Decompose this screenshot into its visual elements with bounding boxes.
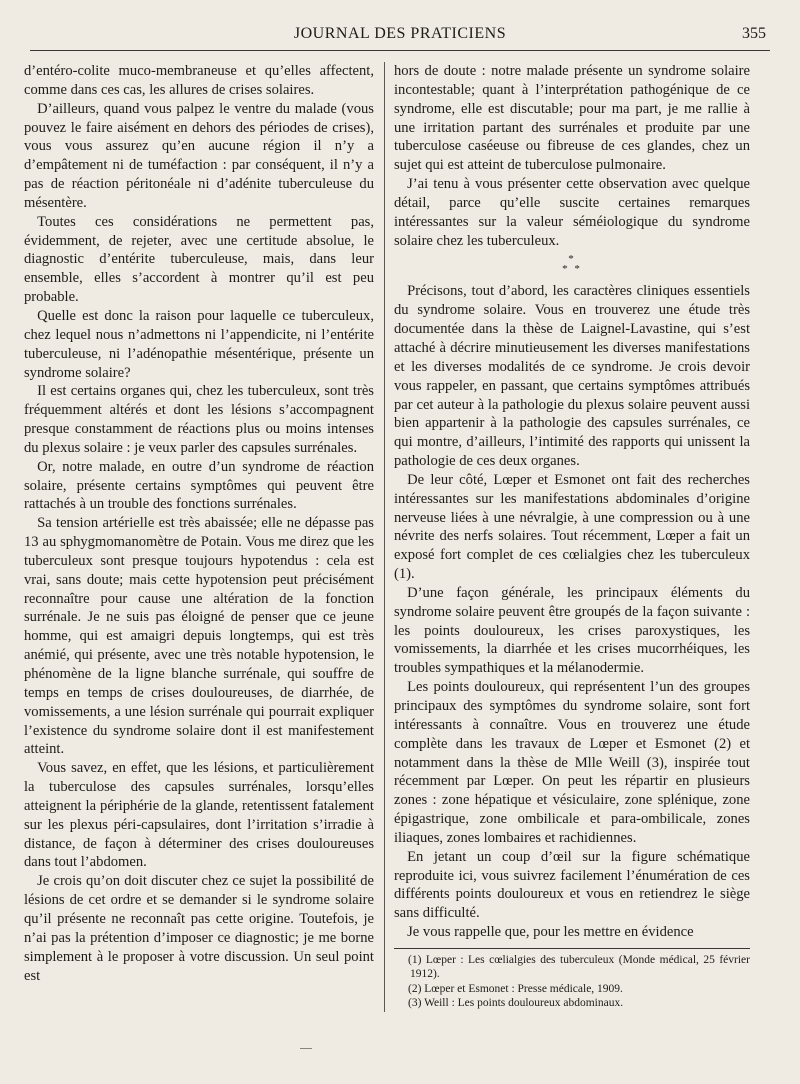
page-number: 355 <box>742 25 766 42</box>
footnotes <box>394 948 750 1011</box>
footnote: (2) Lœper et Esmonet : Presse médicale, 1909. <box>408 982 623 995</box>
print-mark <box>300 1048 312 1049</box>
paragraph: J’ai tenu à vous présenter cette observation avec quelque détail, parce qu’elle suscite certaines remarques intéressantes sur la valeur séméiologique du syndrome solaire chez les tuberculeux. <box>394 176 750 249</box>
paragraph: Précisons, tout d’abord, les caractères cliniques essentiels du syndrome solaire. Vous en trouverez une étude très documentée dans la thèse de Laignel-Lavastine, qui s’est attaché à décrire minutieusement les diverses manifestations et les diverses modalités de ce syndrome. Je crois devoir vous rappeler, en passant, que certains symptômes attribués par cet auteur à la pathologie du plexus solaire peuvent aussi bien appartenir à la pathologie des capsules surrénales, ce qui montre, d’ailleurs, l’intimité des rapports qui unissent la pathologie de ces deux organes. <box>394 283 750 470</box>
paragraph: Je crois qu’on doit discuter chez ce sujet la possibilité de lésions de cet ordre et se demander si le syndrome solaire qu’il présente ne reconnaît pas cette origine. Toutefois, je n’ai pas la prétention d’imposer ce diagnostic; je me borne simplement à le proposer à votre discussion. Un seul point est <box>24 873 374 984</box>
asterism-glyph: * <box>568 253 576 266</box>
running-header <box>30 22 770 51</box>
paragraph: d’entéro-colite muco-membraneuse et qu’elles affectent, comme dans ces cas, les allures de crises solaires. <box>24 63 374 98</box>
paragraph: hors de doute : notre malade présente un syndrome solaire incontestable; quant à l’interprétation pathogénique de ce syndrome, elle est discutable; pour ma part, je me rallie à une irritation partant des surrénales et produite par une tuberculose caséeuse ou fibreuse de ces glandes, chez un sujet qui est atteint de tuberculose pulmonaire. <box>394 63 750 174</box>
right-column <box>394 62 750 1011</box>
left-column <box>24 62 374 985</box>
paragraph: Or, notre malade, en outre d’un syndrome de réaction solaire, présente certains symptômes qui peuvent être rattachés à un trouble des fonctions surrénales. <box>24 458 374 513</box>
asterism-glyph: * * <box>562 263 582 276</box>
paragraph: Sa tension artérielle est très abaissée; elle ne dépasse pas 13 au sphygmomanomètre de Potain. Vous me direz que les tuberculeux sont presque toujours hypotendus : cela est vrai, sans doute; mais cette hypotension peut précisément reconnaître pour cause une altération de la fonction surrénale. Je ne suis pas éloigné de penser que ce jeune homme, qui est amaigri depuis longtemps, qui est très anémié, qui présente, avec une très notable hypotension, le phénomène de la ligne blanche surrénale, qui souffre de temps en temps de crises douloureuses, de diarrhée, de vomissements, a une lésion surrénale qui pourrait expliquer l’existence du syndrome solaire dont il est manifestement atteint. <box>24 515 374 758</box>
section-asterism <box>394 250 750 282</box>
paragraph: Toutes ces considérations ne permettent pas, évidemment, de rejeter, avec une certitude absolue, le diagnostic d’entérite tuberculeuse, mais, dans leur ensemble, elles s’accordent à montrer qu’il est peu probable. <box>24 213 374 306</box>
paragraph: Quelle est donc la raison pour laquelle ce tuberculeux, chez lequel nous n’admettons ni l’appendicite, ni l’entérite tuberculeuse, ni l’adénopathie mésentérique, présente un syndrome solaire? <box>24 307 374 381</box>
footnote: (1) Lœper : Les cœlialgies des tuberculeux (Monde médical, 25 février 1912). <box>408 953 750 981</box>
column-divider <box>384 62 385 1012</box>
paragraph: En jetant un coup d’œil sur la figure schématique reproduite ici, vous suivrez facilement l’énumération de ces différents points douloureux et vous en retiendrez le siège sans difficulté. <box>394 848 750 922</box>
paragraph: Vous savez, en effet, que les lésions, et particulièrement la tuberculose des capsules surrénales, lorsqu’elles atteignent la périphérie de la glande, retentissent fatalement sur les plexus péri-capsulaires, dont l’irritation s’irradie à distance, de façon à déterminer des crises douloureuses dans tout l’abdomen. <box>24 760 374 871</box>
journal-title: JOURNAL DES PRATICIENS <box>293 25 507 42</box>
footnote: (3) Weill : Les points douloureux abdominaux. <box>408 997 624 1010</box>
paragraph: Les points douloureux, qui représentent l’un des groupes principaux des symptômes du syndrome solaire, sont fort intéressants à connaître. Vous en trouverez une étude complète dans les travaux de Lœper et Esmonet (2) et notamment dans la thèse de Mlle Weill (3), inspirée tout récemment par Lœper. On peut les répartir en plusieurs zones : zone hépatique et vésiculaire, zone splénique, zone épigastrique, zone ombilicale et para-ombilicale, zones iliaques, zones lombaires et rachidiennes. <box>394 679 750 846</box>
paragraph: D’ailleurs, quand vous palpez le ventre du malade (vous pouvez le faire aisément en dehors des périodes de crises), vous vous assurez qu’en aucune région il n’y a d’empâtement ni de tuméfaction : par conséquent, il n’y a pas de réaction péritonéale ni d’adénite tuberculeuse du mésentère. <box>24 100 374 211</box>
paragraph: Il est certains organes qui, chez les tuberculeux, sont très fréquemment altérés et dont les lésions s’accompagnent presque constamment de réactions plus ou moins intenses du plexus solaire : je veux parler des capsules surrénales. <box>24 383 374 456</box>
paragraph: De leur côté, Lœper et Esmonet ont fait des recherches intéressantes sur les manifestations abdominales d’origine nerveuse liées à une névralgie, à une compression ou à une névrite des nerfs solaires. Tout récemment, Lœper a fait un exposé fort complet de ces cœlialgies chez les tuberculeux (1). <box>394 471 750 583</box>
paragraph: Je vous rappelle que, pour les mettre en évidence <box>407 924 694 941</box>
paragraph: D’une façon générale, les principaux éléments du syndrome solaire peuvent être groupés de la façon suivante : les points douloureux, les crises paroxystiques, les vomissements, la diarrhée et les crises mucorrhéiques, les troubles sympathiques et la mélanodermie. <box>394 584 750 677</box>
